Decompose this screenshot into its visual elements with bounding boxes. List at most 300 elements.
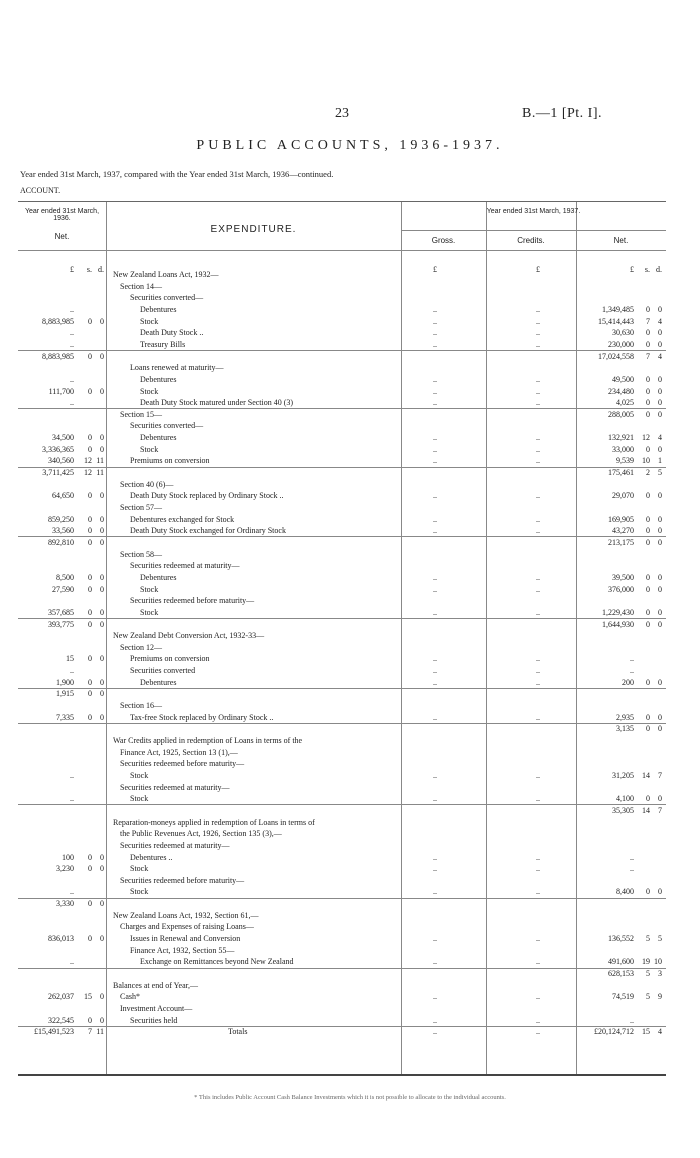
- table-row: [18, 805, 666, 816]
- table-row: [18, 1026, 666, 1037]
- prior-net-value: ..: [70, 398, 74, 408]
- prior-pence: 0: [100, 934, 104, 944]
- net-value: £20,124,712: [594, 1027, 634, 1037]
- prior-shillings: 0: [88, 526, 92, 536]
- prior-net-value: 8,883,985: [42, 316, 74, 326]
- row-description: Stock: [140, 607, 159, 617]
- table-row: [18, 619, 666, 630]
- net-pence: 4: [658, 351, 662, 361]
- expenditure-table: [18, 201, 666, 1076]
- net-value: 15,414,443: [598, 316, 634, 326]
- unit-pound: £: [70, 265, 74, 274]
- row-description: Death Duty Stock ..: [140, 328, 204, 338]
- net-pence: 0: [658, 572, 662, 582]
- table-row: [18, 362, 666, 373]
- net-pence: 0: [658, 514, 662, 524]
- row-description: Debentures: [140, 572, 177, 582]
- prior-pence: 0: [100, 607, 104, 617]
- net-pence: 0: [658, 712, 662, 722]
- net-pence: 7: [658, 770, 662, 780]
- net-shillings: 0: [646, 724, 650, 734]
- row-description: Securities converted—: [130, 293, 204, 303]
- net-value: 2,935: [616, 712, 634, 722]
- net-value: 1,644,930: [602, 619, 634, 629]
- prior-shillings: 12: [84, 468, 92, 478]
- prior-pence: 0: [100, 899, 104, 909]
- prior-shillings: 0: [88, 316, 92, 326]
- net-value: 175,461: [608, 468, 634, 478]
- gross-value: ..: [433, 514, 437, 524]
- prior-pence: 0: [100, 864, 104, 874]
- prior-shillings: 0: [88, 899, 92, 909]
- net-value: 9,539: [616, 456, 634, 466]
- table-row: [18, 968, 666, 979]
- table-row: [18, 665, 666, 676]
- row-description: Securities converted: [130, 666, 196, 676]
- net-value: 376,000: [608, 584, 634, 594]
- table-row: [18, 490, 666, 501]
- prior-net-value: 3,336,365: [42, 444, 74, 454]
- unit-pound: £: [433, 265, 437, 274]
- gross-value: ..: [433, 1015, 437, 1025]
- table-row: [18, 677, 666, 688]
- table-row: [18, 537, 666, 548]
- credits-value: ..: [536, 339, 540, 349]
- table-row: [18, 514, 666, 525]
- table-row: [18, 525, 666, 536]
- net-pence: 1: [658, 456, 662, 466]
- gross-value: ..: [433, 386, 437, 396]
- unit-pence: d.: [656, 265, 662, 274]
- credits-value: ..: [536, 456, 540, 466]
- gross-value: ..: [433, 374, 437, 384]
- net-value: 74,519: [612, 992, 634, 1002]
- prior-pence: 0: [100, 689, 104, 699]
- prior-pence: 0: [100, 514, 104, 524]
- row-description: Section 16—: [120, 701, 162, 711]
- gross-value: ..: [433, 992, 437, 1002]
- prior-net-value: ..: [70, 374, 74, 384]
- prior-net-value: 15: [66, 654, 74, 664]
- credits-value: ..: [536, 677, 540, 687]
- prior-pence: 11: [96, 1027, 104, 1037]
- net-shillings: 0: [646, 374, 650, 384]
- credits-value: ..: [536, 444, 540, 454]
- prior-net-value: 1,915: [56, 689, 74, 699]
- credits-value: ..: [536, 654, 540, 664]
- row-description: Section 12—: [120, 642, 162, 652]
- net-shillings: 0: [646, 409, 650, 419]
- credits-value: ..: [536, 864, 540, 874]
- gross-value: ..: [433, 934, 437, 944]
- net-shillings: 14: [642, 805, 650, 815]
- prior-shillings: 0: [88, 712, 92, 722]
- net-pence: 0: [658, 887, 662, 897]
- table-row: [18, 304, 666, 315]
- row-description: Stock: [130, 864, 149, 874]
- prior-shillings: 0: [88, 572, 92, 582]
- table-row: [18, 817, 666, 828]
- net-shillings: 0: [646, 398, 650, 408]
- net-value: ..: [630, 666, 634, 676]
- table-row: [18, 712, 666, 723]
- net-value: 628,153: [608, 969, 634, 978]
- row-description: Stock: [140, 584, 159, 594]
- prior-shillings: 0: [88, 584, 92, 594]
- net-shillings: 0: [646, 537, 650, 547]
- net-shillings: 0: [646, 339, 650, 349]
- prior-net-value: 322,545: [48, 1015, 74, 1025]
- table-row: [18, 688, 666, 699]
- net-value: 200: [622, 677, 634, 687]
- table-row: [18, 560, 666, 571]
- net-pence: 0: [658, 339, 662, 349]
- gross-value: ..: [433, 654, 437, 664]
- table-row: [18, 758, 666, 769]
- row-description: Reparation-moneys applied in redemption of Loans in terms of: [113, 817, 315, 827]
- table-row: [18, 770, 666, 781]
- prior-pence: 0: [100, 584, 104, 594]
- row-description: Finance Act, 1925, Section 13 (1),—: [120, 747, 238, 757]
- prior-net-value: 3,711,425: [42, 468, 74, 478]
- net-pence: 0: [658, 607, 662, 617]
- row-description: Premiums on conversion: [130, 456, 210, 466]
- page-number: 23: [335, 106, 349, 121]
- prior-net-value: 27,590: [52, 584, 74, 594]
- prior-net-value: 262,037: [48, 992, 74, 1002]
- prior-shillings: 0: [88, 619, 92, 629]
- net-value: 29,070: [612, 491, 634, 501]
- prior-pence: 0: [100, 433, 104, 443]
- table-row: [18, 910, 666, 921]
- table-row: [18, 397, 666, 408]
- row-description: Securities redeemed before maturity—: [120, 875, 245, 885]
- row-description: Section 58—: [120, 549, 162, 559]
- gross-value: ..: [433, 607, 437, 617]
- row-description: Debentures: [140, 304, 177, 314]
- gross-value: ..: [433, 1027, 437, 1037]
- table-row: [18, 1015, 666, 1026]
- net-shillings: 12: [642, 433, 650, 443]
- prior-pence: 0: [100, 316, 104, 326]
- row-description: Section 57—: [120, 503, 162, 512]
- row-description: Securities redeemed before maturity—: [130, 596, 255, 606]
- unit-pound: £: [630, 265, 634, 274]
- net-shillings: 7: [646, 351, 650, 361]
- header-net: Net.: [613, 236, 629, 245]
- net-pence: 4: [658, 433, 662, 443]
- gross-value: ..: [433, 456, 437, 466]
- unit-shillings: s.: [644, 265, 650, 274]
- prior-pence: 0: [100, 712, 104, 722]
- net-shillings: 10: [642, 456, 650, 466]
- prior-shillings: 0: [88, 386, 92, 396]
- prior-pence: 0: [100, 852, 104, 862]
- row-description: Death Duty Stock matured under Section 40 (3): [140, 398, 294, 408]
- prior-shillings: 0: [88, 1015, 92, 1025]
- net-shillings: 0: [646, 712, 650, 722]
- row-description: Finance Act, 1932, Section 55—: [130, 945, 235, 955]
- net-value: ..: [630, 654, 634, 664]
- net-pence: 0: [658, 304, 662, 314]
- prior-pence: 0: [100, 386, 104, 396]
- prior-pence: 0: [100, 654, 104, 664]
- table-row: [18, 735, 666, 746]
- table-row: [18, 886, 666, 897]
- row-description: Stock: [140, 316, 159, 326]
- table-row: [18, 840, 666, 851]
- net-shillings: 0: [646, 514, 650, 524]
- gross-value: ..: [433, 526, 437, 536]
- row-description: Stock: [130, 794, 149, 804]
- net-pence: 9: [658, 992, 662, 1002]
- table-row: [18, 584, 666, 595]
- net-value: ..: [630, 852, 634, 862]
- row-description: Securities held: [130, 1015, 178, 1025]
- credits-value: ..: [536, 992, 540, 1002]
- net-shillings: 0: [646, 887, 650, 897]
- credits-value: ..: [536, 328, 540, 338]
- header-bottom-rule: [18, 250, 666, 251]
- prior-shillings: 0: [88, 677, 92, 687]
- net-pence: 0: [658, 537, 662, 547]
- prior-shillings: 0: [88, 864, 92, 874]
- credits-value: ..: [536, 584, 540, 594]
- prior-pence: 0: [100, 677, 104, 687]
- row-description: Exchange on Remittances beyond New Zealand: [140, 957, 294, 967]
- table-row: [18, 316, 666, 327]
- credits-value: ..: [536, 526, 540, 536]
- net-value: 31,205: [612, 770, 634, 780]
- prior-net-value: 3,330: [56, 899, 74, 909]
- table-row: [18, 444, 666, 455]
- table-row: [18, 653, 666, 664]
- prior-pence: 0: [100, 572, 104, 582]
- credits-value: ..: [536, 572, 540, 582]
- prior-shillings: 0: [88, 654, 92, 664]
- net-pence: 0: [658, 409, 662, 419]
- section-label: ACCOUNT.: [20, 186, 61, 195]
- prior-net-value: 393,775: [48, 619, 74, 629]
- gross-value: ..: [433, 572, 437, 582]
- table-row: [18, 723, 666, 734]
- credits-value: ..: [536, 1015, 540, 1025]
- net-pence: 0: [658, 619, 662, 629]
- footnote: * This includes Public Account Cash Balance Investments which it is not possible to allocate to the individual accounts.: [194, 1094, 506, 1101]
- table-row: [18, 828, 666, 839]
- credits-value: ..: [536, 666, 540, 676]
- row-description: Stock: [130, 770, 149, 780]
- table-row: [18, 572, 666, 583]
- table-row: [18, 595, 666, 606]
- prior-net-value: 34,500: [52, 433, 74, 443]
- table-row: [18, 607, 666, 618]
- gross-value: ..: [433, 852, 437, 862]
- row-description: Debentures: [140, 433, 177, 443]
- net-shillings: 14: [642, 770, 650, 780]
- net-value: 30,630: [612, 328, 634, 338]
- prior-pence: 0: [100, 491, 104, 501]
- prior-shillings: 0: [88, 607, 92, 617]
- row-description: Cash*: [120, 992, 140, 1002]
- gross-value: ..: [433, 328, 437, 338]
- gross-value: ..: [433, 398, 437, 408]
- prior-shillings: 0: [88, 351, 92, 361]
- header-current-year: Year ended 31st March, 1937.: [486, 208, 581, 215]
- row-description: Securities redeemed at maturity—: [120, 782, 230, 792]
- table-row: [18, 782, 666, 793]
- table-row: [18, 432, 666, 443]
- table-row: [18, 945, 666, 956]
- table-row: [18, 1003, 666, 1014]
- net-value: 1,229,430: [602, 607, 634, 617]
- net-pence: 0: [658, 386, 662, 396]
- credits-value: ..: [536, 433, 540, 443]
- prior-net-value: 892,810: [48, 537, 74, 547]
- row-description: Debentures ..: [130, 852, 173, 862]
- gross-value: ..: [433, 864, 437, 874]
- credits-value: ..: [536, 712, 540, 722]
- row-description: Stock: [130, 887, 149, 897]
- prior-net-value: ..: [70, 328, 74, 338]
- net-pence: 5: [658, 934, 662, 944]
- table-row: [18, 386, 666, 397]
- credits-value: ..: [536, 386, 540, 396]
- header-credits: Credits.: [517, 236, 545, 245]
- table-row: [18, 281, 666, 292]
- credits-value: ..: [536, 374, 540, 384]
- prior-shillings: 0: [88, 491, 92, 501]
- prior-net-value: 3,230: [56, 864, 74, 874]
- gross-value: ..: [433, 887, 437, 897]
- net-value: 4,025: [616, 398, 634, 408]
- table-row: [18, 351, 666, 362]
- net-shillings: 0: [646, 572, 650, 582]
- row-description: Totals: [228, 1027, 248, 1037]
- net-pence: 4: [658, 1027, 662, 1037]
- net-pence: 0: [658, 491, 662, 501]
- prior-net-value: 859,250: [48, 514, 74, 524]
- credits-value: ..: [536, 957, 540, 967]
- row-description: Securities redeemed before maturity—: [120, 759, 245, 769]
- row-description: the Public Revenues Act, 1926, Section 135 (3),—: [120, 829, 282, 839]
- table-row: [18, 898, 666, 909]
- net-pence: 4: [658, 316, 662, 326]
- gross-value: ..: [433, 677, 437, 687]
- prior-net-value: ..: [70, 887, 74, 897]
- net-value: 234,480: [608, 386, 634, 396]
- table-row: [18, 700, 666, 711]
- net-pence: 0: [658, 526, 662, 536]
- header-gross: Gross.: [431, 236, 456, 245]
- prior-net-value: 64,650: [52, 491, 74, 501]
- table-row: [18, 479, 666, 490]
- net-shillings: 0: [646, 304, 650, 314]
- net-value: 17,024,558: [598, 351, 634, 361]
- credits-value: ..: [536, 887, 540, 897]
- net-shillings: 0: [646, 677, 650, 687]
- net-pence: 0: [658, 398, 662, 408]
- net-shillings: 0: [646, 584, 650, 594]
- gross-value: ..: [433, 794, 437, 804]
- table-row: [18, 980, 666, 991]
- prior-shillings: 0: [88, 514, 92, 524]
- row-description: Charges and Expenses of raising Loans—: [120, 922, 254, 932]
- unit-shillings: s.: [86, 265, 92, 274]
- row-description: War Credits applied in redemption of Loans in terms of the: [113, 736, 303, 745]
- net-shillings: 0: [646, 619, 650, 629]
- table-row: [18, 933, 666, 944]
- prior-shillings: 0: [88, 852, 92, 862]
- prior-shillings: 0: [88, 537, 92, 547]
- gross-value: ..: [433, 666, 437, 676]
- table-row: [18, 292, 666, 303]
- credits-value: ..: [536, 316, 540, 326]
- row-description: Tax-free Stock replaced by Ordinary Stock ..: [130, 712, 274, 722]
- table-row: [18, 409, 666, 420]
- net-value: 8,400: [616, 887, 634, 897]
- table-row: [18, 549, 666, 560]
- prior-net-value: 8,883,985: [42, 351, 74, 361]
- net-value: 169,905: [608, 514, 634, 524]
- credits-value: ..: [536, 852, 540, 862]
- prior-net-value: 100: [62, 852, 74, 862]
- net-shillings: 2: [646, 468, 650, 478]
- net-value: ..: [630, 1015, 634, 1025]
- table-row: [18, 339, 666, 350]
- net-pence: 0: [658, 724, 662, 734]
- table-row: [18, 921, 666, 932]
- net-value: 39,500: [612, 572, 634, 582]
- prior-net-value: 357,685: [48, 607, 74, 617]
- net-value: 132,921: [608, 433, 634, 443]
- prior-shillings: 0: [88, 444, 92, 454]
- net-value: 1,349,485: [602, 304, 634, 314]
- prior-net-value: 111,700: [48, 386, 74, 396]
- prior-net-value: ..: [70, 304, 74, 314]
- credits-value: ..: [536, 514, 540, 524]
- row-description: Debentures: [140, 677, 177, 687]
- prior-net-value: 33,560: [52, 526, 74, 536]
- net-value: 136,552: [608, 934, 634, 944]
- table-row: [18, 269, 666, 280]
- prior-net-value: 1,900: [56, 677, 74, 687]
- row-description: Balances at end of Year,—: [113, 980, 198, 990]
- document-reference: B.—1 [Pt. I].: [522, 106, 602, 121]
- credits-value: ..: [536, 934, 540, 944]
- gross-value: ..: [433, 444, 437, 454]
- credits-value: ..: [536, 304, 540, 314]
- prior-shillings: 0: [88, 689, 92, 699]
- net-value: 213,175: [608, 537, 634, 547]
- row-description: Premiums on conversion: [130, 654, 210, 664]
- prior-pence: 0: [100, 444, 104, 454]
- prior-net-value: ..: [70, 666, 74, 676]
- prior-shillings: 15: [84, 992, 92, 1002]
- net-pence: 0: [658, 677, 662, 687]
- credits-value: ..: [536, 398, 540, 408]
- prior-net-value: ..: [70, 339, 74, 349]
- header-expenditure: EXPENDITURE.: [210, 224, 297, 235]
- prior-pence: 11: [96, 456, 104, 466]
- net-pence: 0: [658, 328, 662, 338]
- unit-pound: £: [536, 265, 540, 274]
- prior-pence: 0: [100, 351, 104, 361]
- net-pence: 7: [658, 805, 662, 815]
- net-value: 35,305: [612, 805, 634, 815]
- prior-pence: 0: [100, 1015, 104, 1025]
- prior-net-value: 8,500: [56, 572, 74, 582]
